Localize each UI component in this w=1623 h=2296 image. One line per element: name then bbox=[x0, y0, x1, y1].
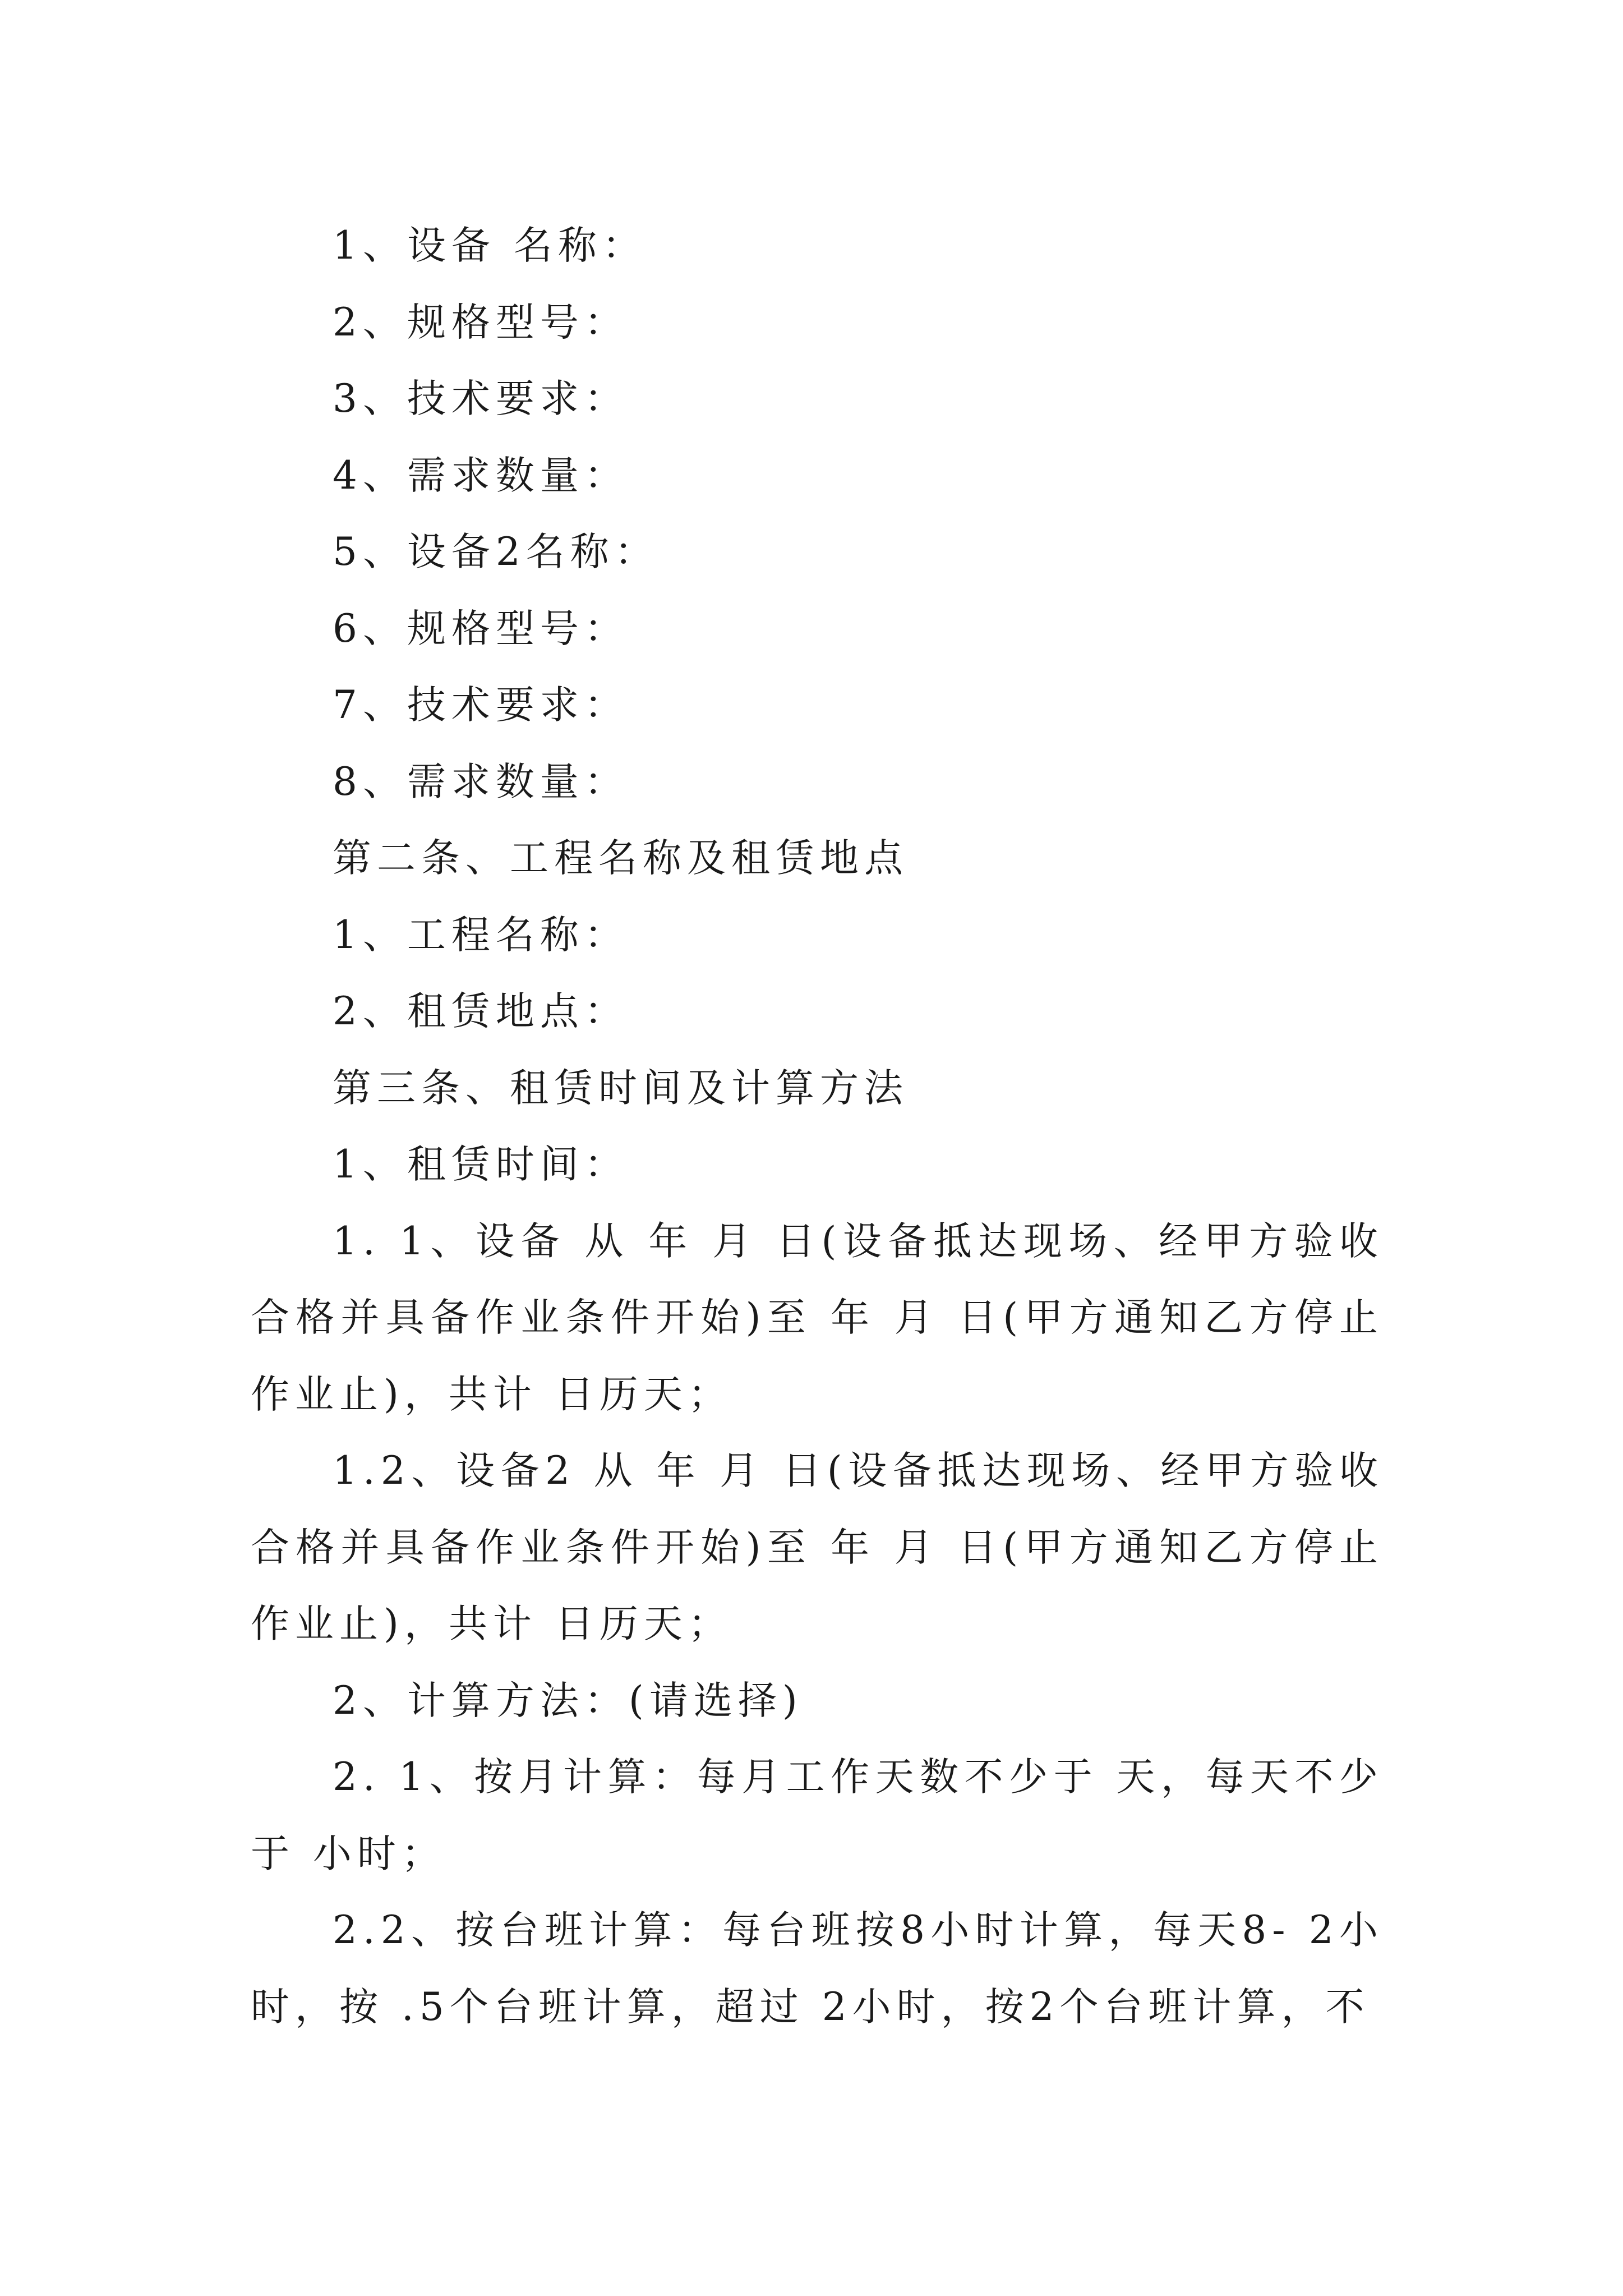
clause-1-2: 1.2、设备2 从 年 月 日(设备抵达现场、经甲方验收合格并具备作业条件开始)至 年 月 日(甲方通知乙方停止作业止)，共计 日历天； bbox=[251, 1448, 1384, 1646]
item-device1-qty: 4、需求数量： bbox=[333, 453, 629, 498]
item-project-name: 1、工程名称： bbox=[333, 912, 629, 958]
item-device2-tech: 7、技术要求： bbox=[333, 683, 629, 728]
section-heading-2: 第二条、工程名称及租赁地点 bbox=[333, 836, 909, 881]
item-device1-name: 1、设备 名称： bbox=[333, 223, 647, 268]
document-body bbox=[251, 208, 1384, 2045]
section-heading-3: 第三条、租赁时间及计算方法 bbox=[333, 1065, 909, 1111]
clause-2-2: 2.2、按台班计算：每台班按8小时计算，每天8- 2小时，按 .5个台班计算，超过 2小时，按2个台班计算，不 bbox=[251, 1908, 1384, 2030]
item-device2-model: 6、规格型号： bbox=[333, 606, 629, 651]
item-device2-qty: 8、需求数量： bbox=[333, 759, 629, 804]
item-lease-time: 1、租赁时间： bbox=[333, 1142, 629, 1187]
item-calc-method: 2、计算方法：(请选择) bbox=[333, 1678, 803, 1723]
clause-1-1: 1. 1、设备 从 年 月 日(设备抵达现场、经甲方验收合格并具备作业条件开始)至 年 月 日(甲方通知乙方停止作业止)，共计 日历天； bbox=[251, 1218, 1384, 1417]
clause-2-1: 2. 1、按月计算：每月工作天数不少于 天，每天不少于 小时； bbox=[251, 1755, 1384, 1876]
item-device2-name: 5、设备2名称： bbox=[333, 530, 659, 574]
item-lease-location: 2、租赁地点： bbox=[333, 989, 629, 1034]
item-device1-model: 2、规格型号： bbox=[333, 300, 629, 345]
item-device1-tech: 3、技术要求： bbox=[333, 376, 629, 421]
